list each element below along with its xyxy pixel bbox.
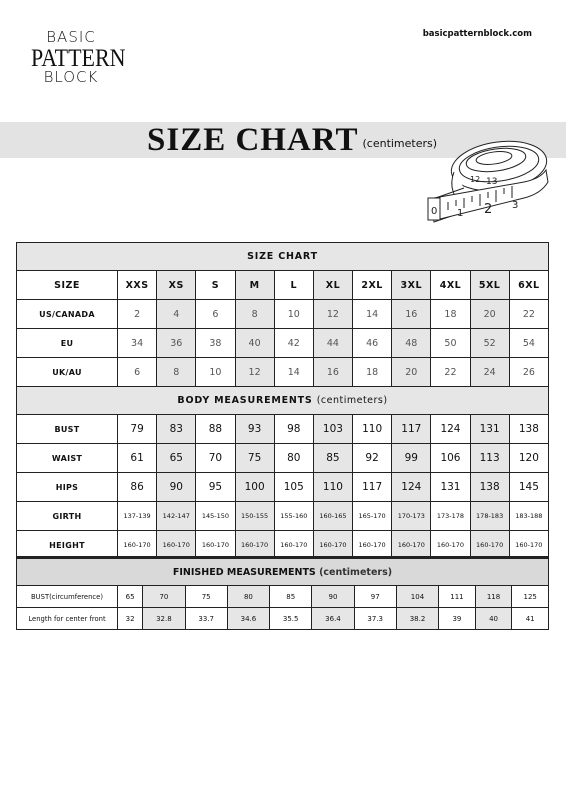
- table-cell: 103: [313, 415, 352, 444]
- size-header-cell: 6XL: [509, 271, 548, 300]
- size-row: [17, 271, 549, 300]
- table-cell: 150-155: [235, 502, 274, 531]
- table-cell: 6: [196, 300, 235, 329]
- table-cell: 38: [196, 329, 235, 358]
- table-cell: 120: [509, 444, 548, 473]
- table-cell: 138: [509, 415, 548, 444]
- table-cell: 16: [392, 300, 431, 329]
- brand-logo: [31, 28, 126, 86]
- table-cell: 183-188: [509, 502, 548, 531]
- size-header-cell: M: [235, 271, 274, 300]
- table-cell: 24: [470, 358, 509, 387]
- table-cell: 117: [353, 473, 392, 502]
- table-cell: 160-170: [313, 531, 352, 560]
- table-cell: 124: [431, 415, 470, 444]
- table-cell: 98: [274, 415, 313, 444]
- table-cell: 90: [157, 473, 196, 502]
- table-cell: 142-147: [157, 502, 196, 531]
- table-cell: 39: [439, 608, 476, 630]
- table-cell: 85: [270, 586, 312, 608]
- table-cell: 160-170: [118, 531, 157, 560]
- table-cell: 38.2: [396, 608, 438, 630]
- table-row: [17, 300, 549, 329]
- table-cell: 42: [274, 329, 313, 358]
- page-title-unit: (centimeters): [362, 136, 438, 150]
- page-title-main: SIZE CHART: [147, 121, 359, 158]
- size-label: SIZE: [17, 271, 118, 300]
- row-label: HEIGHT: [17, 531, 118, 560]
- size-header-cell: 2XL: [353, 271, 392, 300]
- table-cell: 12: [235, 358, 274, 387]
- row-label: WAIST: [17, 444, 118, 473]
- row-label: US/CANADA: [17, 300, 118, 329]
- table-cell: 8: [235, 300, 274, 329]
- tape-measure-icon: [424, 130, 554, 225]
- table-cell: 160-170: [353, 531, 392, 560]
- table-cell: 44: [313, 329, 352, 358]
- logo-line-block: BLOCK: [43, 68, 99, 86]
- table-cell: 22: [509, 300, 548, 329]
- row-label: HIPS: [17, 473, 118, 502]
- table-cell: 14: [274, 358, 313, 387]
- table-cell: 160-170: [274, 531, 313, 560]
- table-cell: 20: [470, 300, 509, 329]
- table-cell: 70: [143, 586, 185, 608]
- table-cell: 145-150: [196, 502, 235, 531]
- table-cell: 160-170: [157, 531, 196, 560]
- table-cell: 100: [235, 473, 274, 502]
- row-label: Length for center front: [17, 608, 118, 630]
- tape-number-0: 0: [431, 206, 438, 217]
- table-cell: 26: [509, 358, 548, 387]
- table-cell: 8: [157, 358, 196, 387]
- table-cell: 97: [354, 586, 396, 608]
- table-cell: 85: [313, 444, 352, 473]
- table-cell: 20: [392, 358, 431, 387]
- table-cell: 50: [431, 329, 470, 358]
- size-header-cell: L: [274, 271, 313, 300]
- website-url: basicpatternblock.com: [422, 29, 532, 39]
- table-cell: 65: [157, 444, 196, 473]
- table-cell: 41: [512, 608, 549, 630]
- table-cell: 178-183: [470, 502, 509, 531]
- table-cell: 22: [431, 358, 470, 387]
- size-header-cell: XL: [313, 271, 352, 300]
- table-cell: 75: [235, 444, 274, 473]
- table-cell: 145: [509, 473, 548, 502]
- table-cell: 33.7: [185, 608, 227, 630]
- finished-measurements-title: FINISHED MEASUREMENTS: [172, 566, 316, 578]
- table-cell: 6: [118, 358, 157, 387]
- table-cell: 83: [157, 415, 196, 444]
- table-cell: 90: [312, 586, 354, 608]
- row-label: GIRTH: [17, 502, 118, 531]
- table-cell: 125: [512, 586, 549, 608]
- table-cell: 37.3: [354, 608, 396, 630]
- row-label: BUST(circumference): [17, 586, 118, 608]
- size-chart-heading: SIZE CHART: [17, 243, 549, 271]
- table-cell: 79: [118, 415, 157, 444]
- row-label: BUST: [17, 415, 118, 444]
- table-cell: 34.6: [227, 608, 269, 630]
- table-row: [17, 586, 549, 608]
- table-cell: 160-170: [196, 531, 235, 560]
- size-header-cell: XS: [157, 271, 196, 300]
- body-measurements-heading: [17, 387, 549, 415]
- page-title: [147, 122, 437, 158]
- table-cell: 160-165: [313, 502, 352, 531]
- table-cell: 160-170: [392, 531, 431, 560]
- table-cell: 155-160: [274, 502, 313, 531]
- table-cell: 170-173: [392, 502, 431, 531]
- table-cell: 110: [313, 473, 352, 502]
- finished-measurements-heading: [17, 558, 549, 586]
- table-cell: 173-178: [431, 502, 470, 531]
- table-cell: 36: [157, 329, 196, 358]
- size-header-cell: 3XL: [392, 271, 431, 300]
- table-cell: 10: [196, 358, 235, 387]
- table-cell: 160-170: [470, 531, 509, 560]
- table-cell: 35.5: [270, 608, 312, 630]
- table-cell: 137-139: [118, 502, 157, 531]
- tape-number-1: 1: [457, 208, 464, 219]
- size-header-cell: XXS: [118, 271, 157, 300]
- row-label: EU: [17, 329, 118, 358]
- table-cell: 92: [353, 444, 392, 473]
- finished-measurements-table: [16, 556, 549, 630]
- size-header-cell: 5XL: [470, 271, 509, 300]
- table-cell: 4: [157, 300, 196, 329]
- tape-number-2: 2: [484, 202, 493, 217]
- table-cell: 80: [227, 586, 269, 608]
- finished-measurements-unit: (centimeters): [319, 566, 393, 578]
- table-cell: 36.4: [312, 608, 354, 630]
- table-cell: 65: [118, 586, 143, 608]
- table-cell: 18: [431, 300, 470, 329]
- table-cell: 124: [392, 473, 431, 502]
- table-cell: 131: [431, 473, 470, 502]
- size-header-cell: S: [196, 271, 235, 300]
- table-row: [17, 608, 549, 630]
- table-cell: 138: [470, 473, 509, 502]
- table-cell: 113: [470, 444, 509, 473]
- tape-number-3: 3: [512, 200, 519, 211]
- body-measurements-unit: (centimeters): [316, 395, 388, 406]
- table-cell: 99: [392, 444, 431, 473]
- table-cell: 14: [353, 300, 392, 329]
- table-cell: 80: [274, 444, 313, 473]
- table-cell: 32: [118, 608, 143, 630]
- table-cell: 52: [470, 329, 509, 358]
- table-cell: 118: [475, 586, 512, 608]
- table-cell: 16: [313, 358, 352, 387]
- table-cell: 34: [118, 329, 157, 358]
- table-cell: 86: [118, 473, 157, 502]
- table-cell: 110: [353, 415, 392, 444]
- table-cell: 40: [235, 329, 274, 358]
- table-cell: 117: [392, 415, 431, 444]
- table-row: [17, 502, 549, 531]
- table-cell: 106: [431, 444, 470, 473]
- table-cell: 32.8: [143, 608, 185, 630]
- tape-number-12: 12: [470, 175, 481, 184]
- table-cell: 93: [235, 415, 274, 444]
- size-chart-table: [16, 242, 549, 560]
- body-measurements-title: BODY MEASUREMENTS: [177, 395, 313, 406]
- table-cell: 54: [509, 329, 548, 358]
- row-label: UK/AU: [17, 358, 118, 387]
- size-header-cell: 4XL: [431, 271, 470, 300]
- table-cell: 160-170: [509, 531, 548, 560]
- tape-number-13: 13: [486, 177, 498, 187]
- table-cell: 104: [396, 586, 438, 608]
- table-cell: 48: [392, 329, 431, 358]
- table-cell: 12: [313, 300, 352, 329]
- logo-line-pattern: PATTERN: [31, 43, 126, 72]
- logo-line-basic: BASIC: [46, 28, 96, 46]
- table-cell: 46: [353, 329, 392, 358]
- table-cell: 75: [185, 586, 227, 608]
- table-row: [17, 444, 549, 473]
- table-cell: 165-170: [353, 502, 392, 531]
- table-row: [17, 415, 549, 444]
- table-cell: 160-170: [431, 531, 470, 560]
- table-cell: 2: [118, 300, 157, 329]
- table-cell: 61: [118, 444, 157, 473]
- table-cell: 160-170: [235, 531, 274, 560]
- table-row: [17, 473, 549, 502]
- table-cell: 18: [353, 358, 392, 387]
- table-row: [17, 358, 549, 387]
- table-cell: 70: [196, 444, 235, 473]
- table-cell: 131: [470, 415, 509, 444]
- table-cell: 95: [196, 473, 235, 502]
- table-cell: 111: [439, 586, 476, 608]
- table-cell: 10: [274, 300, 313, 329]
- table-cell: 40: [475, 608, 512, 630]
- table-cell: 105: [274, 473, 313, 502]
- table-cell: 88: [196, 415, 235, 444]
- table-row: [17, 329, 549, 358]
